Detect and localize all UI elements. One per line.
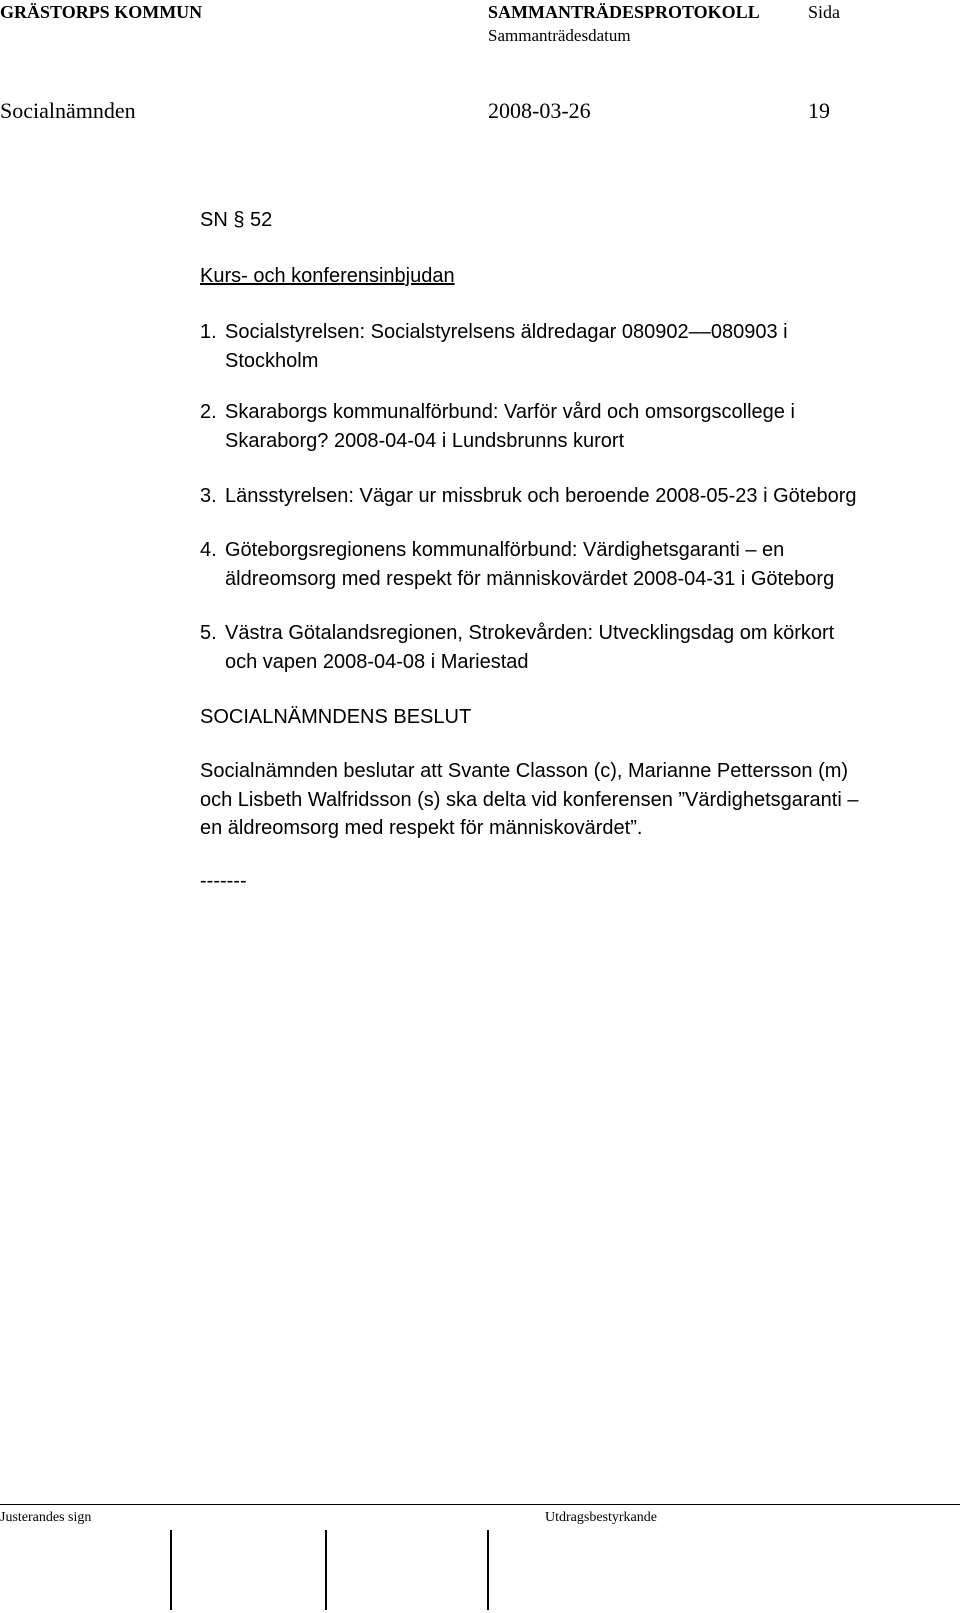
list-item <box>200 536 940 593</box>
meeting-date-label: Sammanträdesdatum <box>488 26 631 45</box>
signature-box-divider <box>487 1530 489 1610</box>
list-item <box>200 318 940 375</box>
list-item-text: Skaraborg? 2008-04-04 i Lundsbrunns kurort <box>225 429 625 452</box>
section-number: SN § 52 <box>200 209 273 231</box>
municipality-name: GRÄSTORPS KOMMUN <box>0 2 203 22</box>
list-item-text: och vapen 2008-04-08 i Mariestad <box>225 650 529 673</box>
section-title: Kurs- och konferensinbjudan <box>200 265 455 287</box>
signature-box-divider <box>170 1530 172 1610</box>
protocol-title: SAMMANTRÄDESPROTOKOLL <box>488 2 760 22</box>
list-item-number: 1. <box>200 321 217 343</box>
footer-divider <box>0 1504 960 1505</box>
decision-line: en äldreomsorg med respekt för människovärdet”. <box>200 817 643 839</box>
meeting-date: 2008-03-26 <box>488 98 591 123</box>
justering-label: Justerandes sign <box>0 1510 92 1525</box>
list-item-text: Länsstyrelsen: Vägar ur missbruk och beroende 2008-05-23 i Göteborg <box>225 485 857 507</box>
signature-box-divider <box>325 1530 327 1610</box>
list-item-number: 4. <box>200 539 217 561</box>
list-item <box>200 482 940 511</box>
list-item-text: Göteborgsregionens kommunalförbund: Värdighetsgaranti – en <box>225 539 785 561</box>
decision-heading: SOCIALNÄMNDENS BESLUT <box>200 706 472 728</box>
list-item-text: äldreomsorg med respekt för människovärdet 2008-04-31 i Göteborg <box>225 567 835 590</box>
list-item-number: 5. <box>200 622 217 644</box>
committee-name: Socialnämnden <box>0 98 136 123</box>
list-item-text: Socialstyrelsen: Socialstyrelsens äldredagar 080902––080903 i <box>225 321 788 343</box>
list-item-text: Stockholm <box>225 349 319 372</box>
list-item <box>200 619 940 676</box>
decision-text <box>200 757 940 843</box>
list-item-number: 3. <box>200 485 217 507</box>
list-item-text: Västra Götalandsregionen, Strokevården: Utvecklingsdag om körkort <box>225 622 835 644</box>
utdrag-label: Utdragsbestyrkande <box>545 1510 657 1525</box>
list-item-number: 2. <box>200 401 217 423</box>
list-item-text: Skaraborgs kommunalförbund: Varför vård och omsorgscollege i <box>225 401 795 423</box>
end-marker: ------- <box>200 870 247 892</box>
page-number: 19 <box>808 98 830 123</box>
decision-line: och Lisbeth Walfridsson (s) ska delta vid konferensen ”Värdighetsgaranti – <box>200 788 859 811</box>
page-label: Sida <box>808 2 841 22</box>
list-item <box>200 398 940 455</box>
decision-line: Socialnämnden beslutar att Svante Classon (c), Marianne Pettersson (m) <box>200 760 849 782</box>
